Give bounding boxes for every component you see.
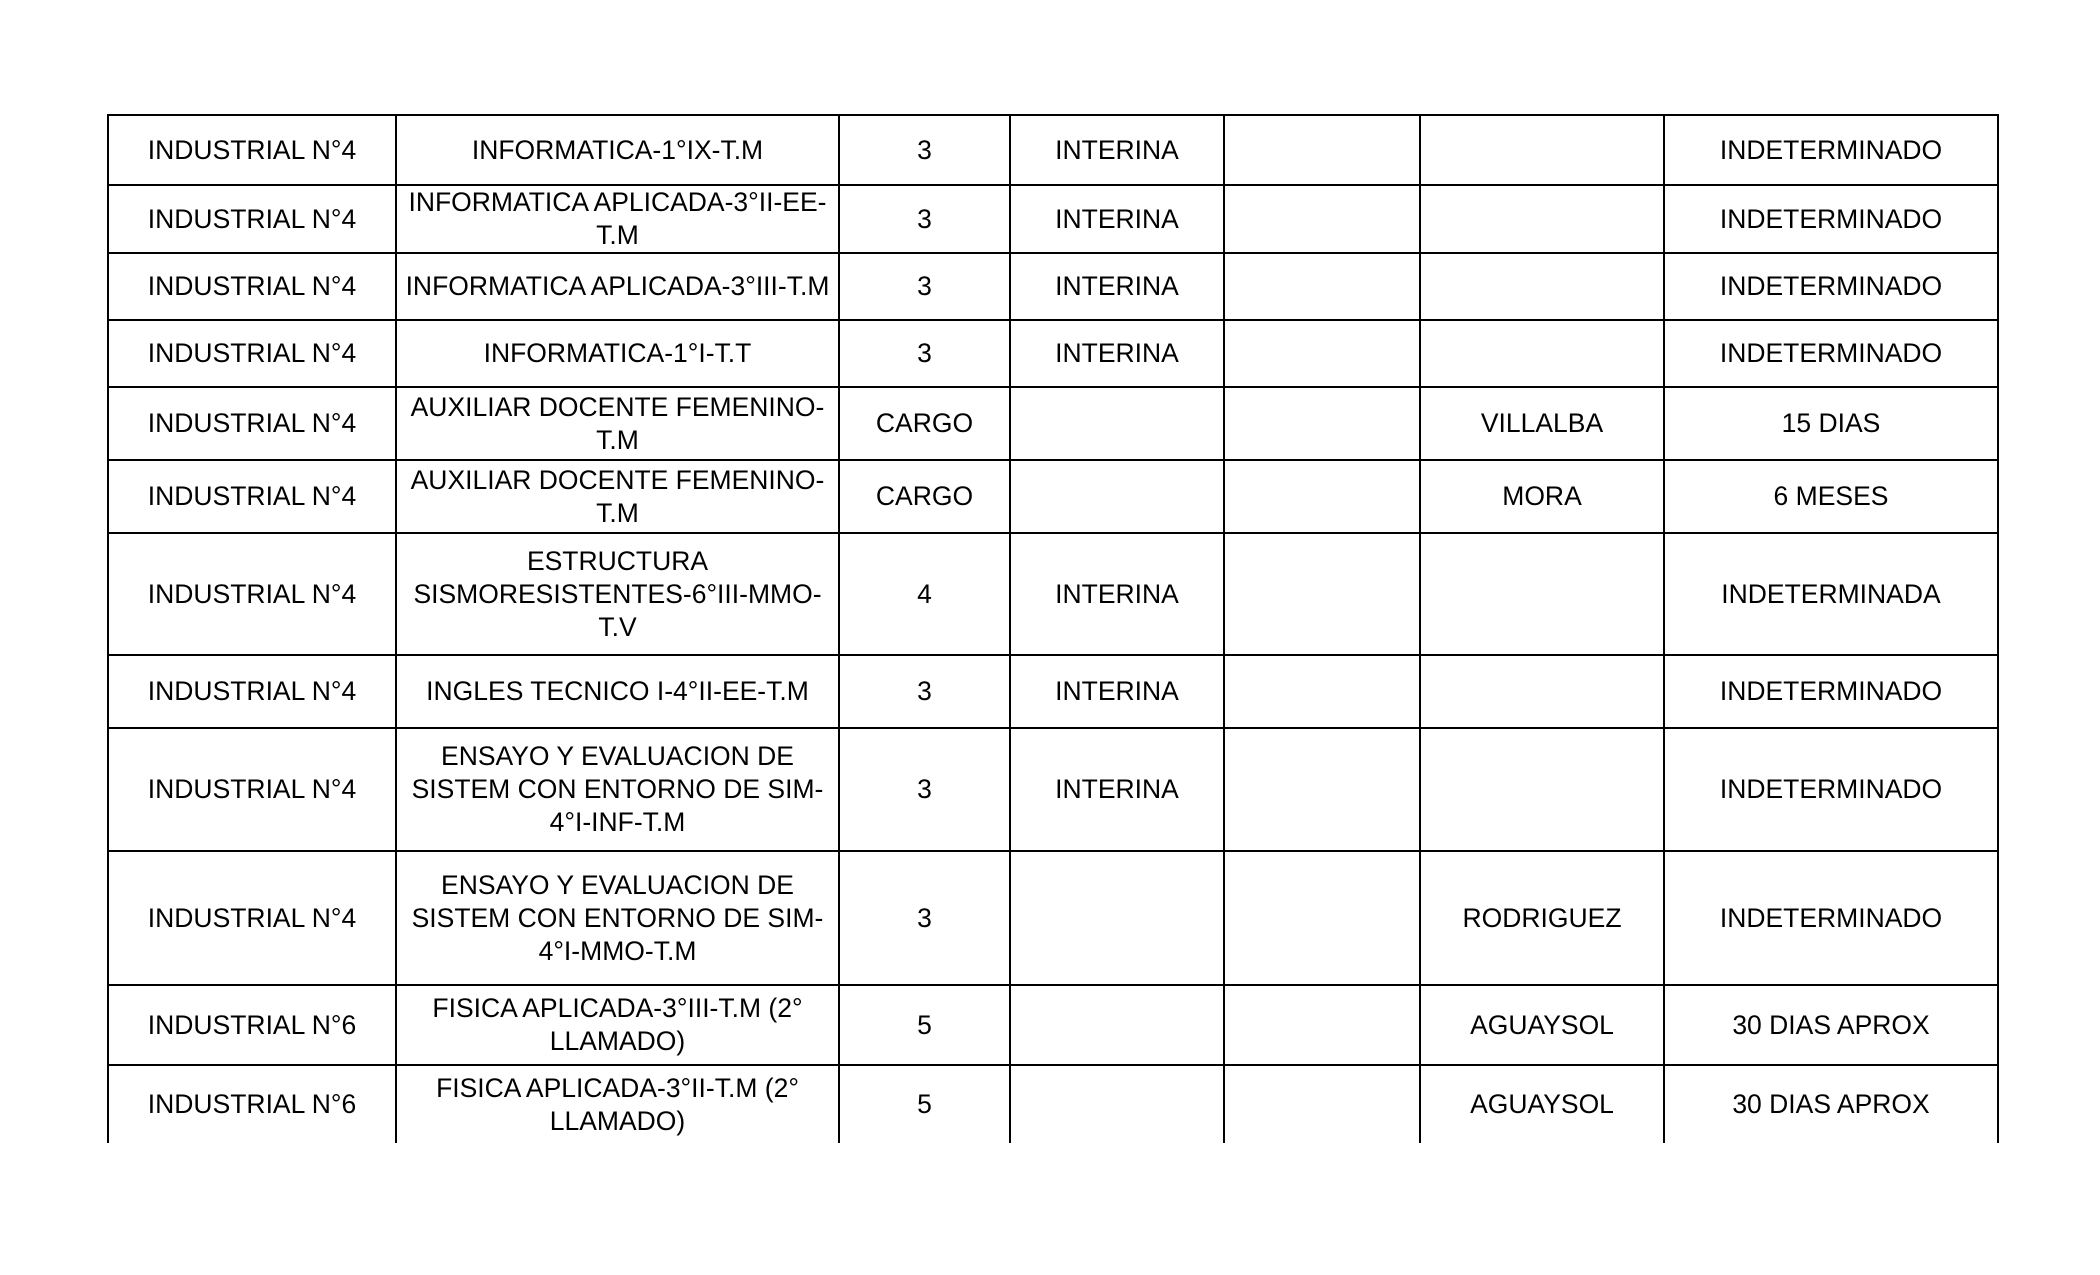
extra-cell <box>1224 533 1420 655</box>
duration-cell: INDETERMINADO <box>1664 655 1998 728</box>
school-cell: INDUSTRIAL N°4 <box>108 115 396 185</box>
extra-cell <box>1224 115 1420 185</box>
subject-cell: FISICA APLICADA-3°III-T.M (2° LLAMADO) <box>396 985 839 1065</box>
teacher-cell <box>1420 253 1664 320</box>
table-row <box>108 985 1998 1065</box>
duration-cell: INDETERMINADO <box>1664 185 1998 253</box>
subject-cell: AUXILIAR DOCENTE FEMENINO-T.M <box>396 387 839 460</box>
table-row <box>108 253 1998 320</box>
hours-cell: 4 <box>839 533 1010 655</box>
duration-cell: INDETERMINADO <box>1664 728 1998 851</box>
duration-cell: INDETERMINADO <box>1664 320 1998 387</box>
duration-cell: 30 DIAS APROX <box>1664 985 1998 1065</box>
subject-cell: FISICA APLICADA-3°II-T.M (2° LLAMADO) <box>396 1065 839 1143</box>
teacher-cell: VILLALBA <box>1420 387 1664 460</box>
status-cell <box>1010 387 1224 460</box>
school-cell: INDUSTRIAL N°6 <box>108 985 396 1065</box>
status-cell: INTERINA <box>1010 655 1224 728</box>
subject-cell: ENSAYO Y EVALUACION DE SISTEM CON ENTORNO DE SIM-4°I-MMO-T.M <box>396 851 839 985</box>
hours-cell: 3 <box>839 655 1010 728</box>
subject-cell: INFORMATICA-1°IX-T.M <box>396 115 839 185</box>
teacher-cell <box>1420 655 1664 728</box>
hours-cell: 3 <box>839 115 1010 185</box>
hours-cell: 3 <box>839 728 1010 851</box>
extra-cell <box>1224 851 1420 985</box>
hours-cell: CARGO <box>839 460 1010 533</box>
subject-cell: AUXILIAR DOCENTE FEMENINO-T.M <box>396 460 839 533</box>
subject-cell: ENSAYO Y EVALUACION DE SISTEM CON ENTORNO DE SIM-4°I-INF-T.M <box>396 728 839 851</box>
table-row <box>108 460 1998 533</box>
extra-cell <box>1224 1065 1420 1143</box>
duration-cell: INDETERMINADO <box>1664 115 1998 185</box>
table-row <box>108 533 1998 655</box>
status-cell: INTERINA <box>1010 320 1224 387</box>
duration-cell: 15 DIAS <box>1664 387 1998 460</box>
teacher-cell: RODRIGUEZ <box>1420 851 1664 985</box>
school-cell: INDUSTRIAL N°4 <box>108 185 396 253</box>
subject-cell: INGLES TECNICO I-4°II-EE-T.M <box>396 655 839 728</box>
teacher-cell: AGUAYSOL <box>1420 1065 1664 1143</box>
hours-cell: 3 <box>839 851 1010 985</box>
status-cell <box>1010 985 1224 1065</box>
school-cell: INDUSTRIAL N°4 <box>108 460 396 533</box>
table-body <box>108 115 1998 1143</box>
subject-cell: INFORMATICA APLICADA-3°III-T.M <box>396 253 839 320</box>
table-row <box>108 728 1998 851</box>
teacher-cell <box>1420 185 1664 253</box>
table-row <box>108 320 1998 387</box>
table-row <box>108 185 1998 253</box>
document-sheet <box>107 114 1997 1143</box>
table-row <box>108 655 1998 728</box>
teacher-cell <box>1420 533 1664 655</box>
extra-cell <box>1224 320 1420 387</box>
table-row <box>108 851 1998 985</box>
status-cell: INTERINA <box>1010 728 1224 851</box>
extra-cell <box>1224 460 1420 533</box>
duration-cell: 30 DIAS APROX <box>1664 1065 1998 1143</box>
school-cell: INDUSTRIAL N°4 <box>108 387 396 460</box>
teacher-cell: AGUAYSOL <box>1420 985 1664 1065</box>
hours-cell: 3 <box>839 185 1010 253</box>
table-row <box>108 115 1998 185</box>
status-cell: INTERINA <box>1010 115 1224 185</box>
status-cell: INTERINA <box>1010 185 1224 253</box>
duration-cell: INDETERMINADO <box>1664 253 1998 320</box>
status-cell <box>1010 851 1224 985</box>
hours-cell: 5 <box>839 1065 1010 1143</box>
school-cell: INDUSTRIAL N°4 <box>108 728 396 851</box>
subject-cell: INFORMATICA-1°I-T.T <box>396 320 839 387</box>
status-cell: INTERINA <box>1010 253 1224 320</box>
school-cell: INDUSTRIAL N°4 <box>108 320 396 387</box>
hours-cell: CARGO <box>839 387 1010 460</box>
status-cell <box>1010 460 1224 533</box>
status-cell <box>1010 1065 1224 1143</box>
vacancy-table <box>107 114 1999 1143</box>
duration-cell: 6 MESES <box>1664 460 1998 533</box>
teacher-cell <box>1420 728 1664 851</box>
extra-cell <box>1224 985 1420 1065</box>
subject-cell: INFORMATICA APLICADA-3°II-EE-T.M <box>396 185 839 253</box>
status-cell: INTERINA <box>1010 533 1224 655</box>
school-cell: INDUSTRIAL N°4 <box>108 851 396 985</box>
school-cell: INDUSTRIAL N°4 <box>108 655 396 728</box>
extra-cell <box>1224 387 1420 460</box>
extra-cell <box>1224 185 1420 253</box>
school-cell: INDUSTRIAL N°6 <box>108 1065 396 1143</box>
hours-cell: 5 <box>839 985 1010 1065</box>
duration-cell: INDETERMINADA <box>1664 533 1998 655</box>
teacher-cell <box>1420 320 1664 387</box>
hours-cell: 3 <box>839 320 1010 387</box>
hours-cell: 3 <box>839 253 1010 320</box>
subject-cell: ESTRUCTURA SISMORESISTENTES-6°III-MMO-T.V <box>396 533 839 655</box>
extra-cell <box>1224 655 1420 728</box>
school-cell: INDUSTRIAL N°4 <box>108 533 396 655</box>
teacher-cell: MORA <box>1420 460 1664 533</box>
duration-cell: INDETERMINADO <box>1664 851 1998 985</box>
table-row <box>108 387 1998 460</box>
extra-cell <box>1224 728 1420 851</box>
extra-cell <box>1224 253 1420 320</box>
teacher-cell <box>1420 115 1664 185</box>
table-row <box>108 1065 1998 1143</box>
school-cell: INDUSTRIAL N°4 <box>108 253 396 320</box>
